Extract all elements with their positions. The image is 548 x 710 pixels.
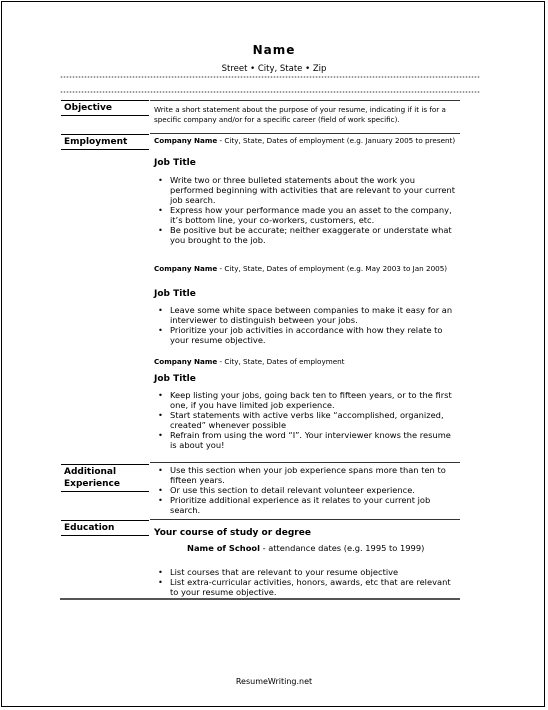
company-details: - City, State, Dates of employment: [217, 357, 345, 366]
education-course: Your course of study or degree: [154, 528, 311, 538]
job-2-bullets: [155, 305, 455, 345]
list-item: • Start statements with active verbs like “accomplished, organized, created” whenever possible: [155, 410, 455, 430]
school-details: - attendance dates (e.g. 1995 to 1999): [259, 543, 425, 553]
section-label-education: Education: [61, 520, 149, 536]
company-name: Company Name: [154, 357, 218, 366]
list-item: • Or use this section to detail relevant volunteer experience.: [155, 485, 455, 495]
section-rule: [150, 519, 460, 520]
resume-address: Street • City, State • Zip: [221, 64, 327, 74]
job-3-bullets: [155, 390, 455, 450]
list-item: • Leave some white space between companies to make it easy for an interviewer to distinguish between your jobs.: [155, 305, 455, 325]
resume-name: Name: [252, 43, 296, 57]
list-item: • Express how your performance made you an asset to the company, it’s bottom line, your co-workers, customers, etc.: [155, 205, 455, 225]
list-item: • Write two or three bulleted statements about the work you performed beginning with activities that are relevant to your current job search.: [155, 175, 455, 205]
company-details: - City, State, Dates of employment (e.g. May 2003 to Jan 2005): [217, 264, 448, 273]
school-name: Name of School: [187, 543, 260, 553]
section-label-additional-experience: Additional Experience: [61, 464, 149, 492]
job-title: Job Title: [154, 289, 196, 299]
header-dotted-divider-2: [60, 90, 480, 94]
education-bullets: [155, 567, 455, 597]
job-1-header: [154, 136, 459, 146]
list-item: • Use this section when your job experience spans more than ten to fifteen years.: [155, 465, 455, 485]
education-school: [187, 543, 437, 554]
list-item: • Keep listing your jobs, going back ten to fifteen years, or to the first one, if you have limited job experience.: [155, 390, 455, 410]
job-title: Job Title: [154, 158, 196, 168]
section-rule: [150, 100, 460, 101]
company-details: - City, State, Dates of employment (e.g. January 2005 to present): [217, 136, 456, 145]
objective-text: Write a short statement about the purpose of your resume, indicating if it is for a specific company and/or for a specific career (field of work specific).: [154, 105, 446, 124]
list-item: • Prioritize additional experience as it relates to your current job search.: [155, 495, 455, 515]
header-dotted-divider: [60, 75, 480, 79]
list-item: • Be positive but be accurate; neither exaggerate or understate what you brought to the job.: [155, 225, 455, 245]
footer-site: ResumeWriting.net: [235, 677, 313, 686]
section-label-employment: Employment: [61, 134, 149, 150]
company-name: Company Name: [154, 264, 218, 273]
additional-bullets: [155, 465, 455, 515]
job-3-header: [154, 357, 459, 367]
job-1-bullets: [155, 175, 455, 245]
section-rule: [150, 462, 460, 463]
bottom-rule: [60, 598, 460, 600]
list-item: • Refrain from using the word “I”. Your interviewer knows the resume is about you!: [155, 430, 455, 450]
job-title: Job Title: [154, 374, 196, 384]
company-name: Company Name: [154, 136, 218, 145]
section-label-objective: Objective: [61, 100, 149, 116]
list-item: • Prioritize your job activities in accordance with how they relate to your resume objective.: [155, 325, 455, 345]
job-2-header: [154, 264, 459, 274]
list-item: • List extra-curricular activities, honors, awards, etc that are relevant to your resume objective.: [155, 577, 455, 597]
list-item: • List courses that are relevant to your resume objective: [155, 567, 455, 577]
section-rule: [150, 133, 460, 134]
